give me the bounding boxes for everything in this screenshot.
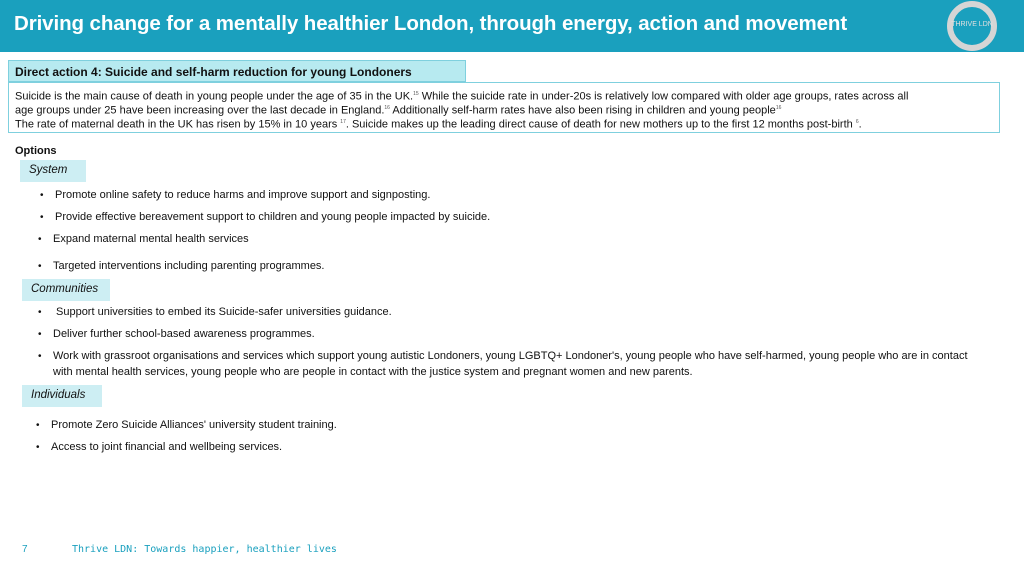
category-system [20,160,86,182]
section-title: Direct action 4: Suicide and self-harm reduction for young Londoners [15,65,412,79]
bullet-icon: • [38,329,42,340]
list-item-text: Expand maternal mental health services [53,233,249,245]
intro-text: . Suicide makes up the leading direct cause of death for new mothers up to the first 12 months post-birth [345,118,856,131]
bullet-icon: • [38,261,42,272]
bullet-icon: • [38,307,42,318]
options-heading: Options [15,145,57,157]
list-item-text: Promote Zero Suicide Alliances' university student training. [51,419,337,431]
category-communities [22,279,110,301]
list-item-text: Promote online safety to reduce harms and improve support and signposting. [55,189,431,201]
reference-marker: 6 [855,119,859,125]
intro-text: Additionally self-harm rates have also been rising in children and young people [389,104,776,117]
list-item-text: Work with grassroot organisations and services which support young autistic Londoners, young LGBTQ+ Londoner's, young people who have self-harmed, young people who are in contact with mental health services, young people who are people in contact with the justice system and pregnant women and new parents. [53,350,968,378]
intro-text: The rate of maternal death in the UK has risen by 15% in 10 years [15,118,341,131]
bullet-icon: • [40,212,44,223]
intro-text: . [858,118,862,131]
reference-marker: 16 [775,105,782,111]
intro-line-3 [15,116,862,132]
page-number: 7 [22,544,28,555]
category-label: Communities [31,283,99,295]
logo-text: THRIVE LDN [951,21,993,28]
list-item-text: Access to joint financial and wellbeing services. [51,441,283,453]
reference-marker: 15 [413,91,419,97]
list-item-text: Support universities to embed its Suicide-safer universities guidance. [56,306,392,318]
footer-text: Thrive LDN: Towards happier, healthier lives [72,544,337,555]
intro-text: Suicide is the main cause of death in young people under the age of 35 in the UK. [15,90,414,103]
category-label: Individuals [31,389,86,401]
list-item-text: Targeted interventions including parenting programmes. [53,260,325,272]
section-header [8,60,466,82]
intro-text: age groups under 25 have been increasing over the last decade in England. [15,104,385,117]
bullet-icon: • [36,420,40,431]
reference-marker: 17 [340,119,346,125]
bullet-icon: • [36,442,40,453]
bullet-icon: • [38,351,42,362]
thrive-ldn-logo [946,0,1002,74]
page-title: Driving change for a mentally healthier London, through energy, action and movement [14,12,848,35]
category-individuals [22,385,102,407]
intro-box [8,82,1000,133]
header-bar [0,0,1024,52]
list-item-text: Provide effective bereavement support to children and young people impacted by suicide. [55,211,491,223]
bullet-icon: • [38,234,42,245]
list-item-text: Deliver further school-based awareness programmes. [53,328,315,340]
category-label: System [29,164,68,176]
reference-marker: 16 [384,105,390,111]
bullet-icon: • [40,190,44,201]
intro-text: While the suicide rate in under-20s is relatively low compared with older age groups, rates across all [418,90,909,103]
